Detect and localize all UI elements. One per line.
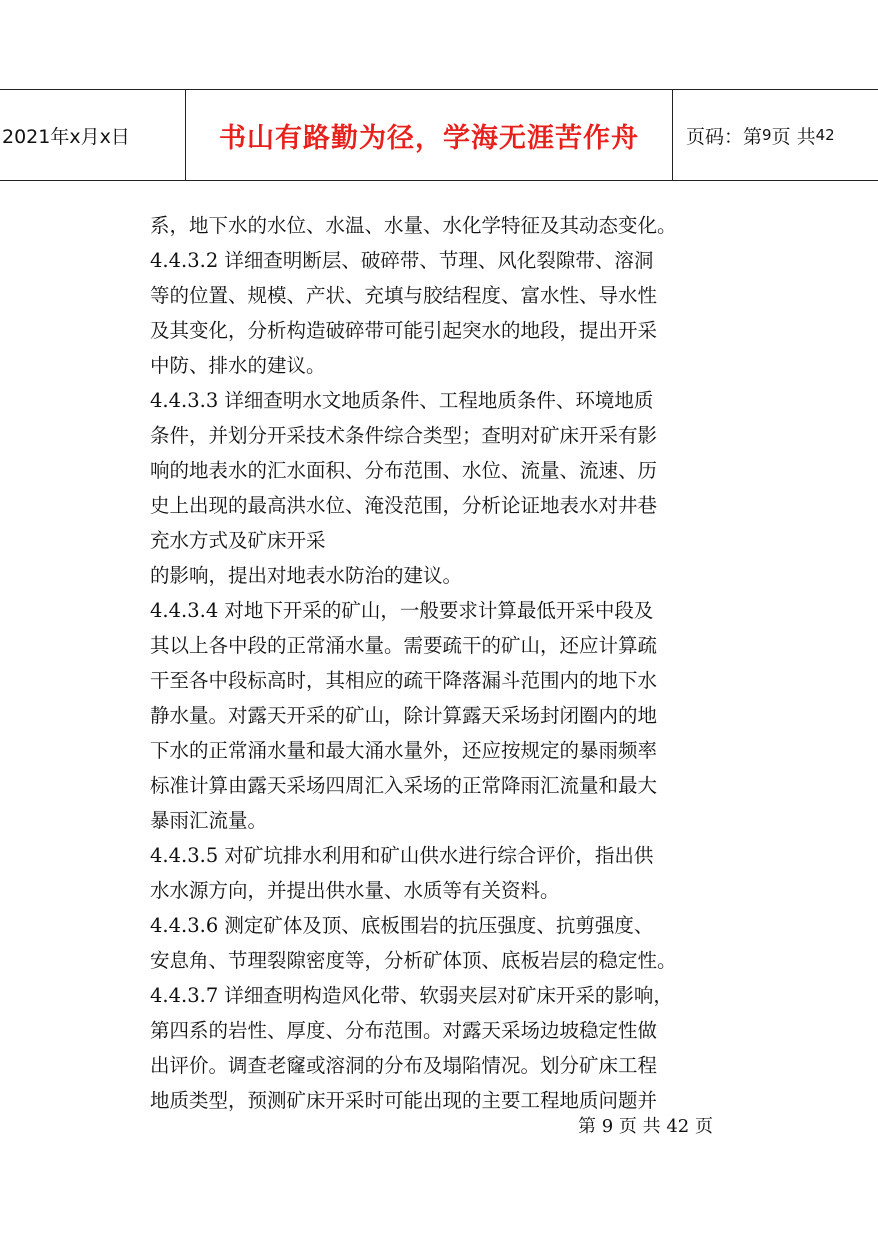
text-line: 其以上各中段的正常涌水量。需要疏干的矿山，还应计算疏 — [150, 634, 658, 657]
text-line: 干至各中段标高时，其相应的疏干降落漏斗范围内的地下水 — [150, 669, 658, 692]
text-line: 4.4.3.6 测定矿体及顶、底板围岩的抗压强度、抗剪强度、 — [150, 914, 654, 937]
text-line: 出评价。调查老窿或溶洞的分布及塌陷情况。划分矿床工程 — [150, 1054, 658, 1077]
text-line: 系，地下水的水位、水温、水量、水化学特征及其动态变化。 — [150, 214, 677, 237]
text-line: 4.4.3.3 详细查明水文地质条件、工程地质条件、环境地质 — [150, 389, 654, 412]
text-line: 的影响，提出对地表水防治的建议。 — [150, 564, 463, 587]
text-line: 响的地表水的汇水面积、分布范围、水位、流量、流速、历 — [150, 459, 658, 482]
header-slogan: 书山有路勤为径，学海无涯苦作舟 — [186, 90, 673, 180]
text-line: 暴雨汇流量。 — [150, 809, 268, 832]
text-line: 4.4.3.7 详细查明构造风化带、软弱夹层对矿床开采的影响， — [150, 984, 673, 1007]
text-line: 充水方式及矿床开采 — [150, 529, 326, 552]
text-line: 水水源方向，并提出供水量、水质等有关资料。 — [150, 879, 560, 902]
text-line: 史上出现的最高洪水位、淹没范围，分析论证地表水对井巷 — [150, 494, 658, 517]
text-line: 第四系的岩性、厚度、分布范围。对露天采场边坡稳定性做 — [150, 1019, 658, 1042]
text-line: 4.4.3.4 对地下开采的矿山，一般要求计算最低开采中段及 — [150, 599, 654, 622]
text-line: 地质类型，预测矿床开采时可能出现的主要工程地质问题并 — [150, 1089, 658, 1112]
text-line: 及其变化，分析构造破碎带可能引起突水的地段，提出开采 — [150, 319, 658, 342]
header-date: 2021年x月x日 — [0, 90, 186, 180]
page-total: 42 — [815, 126, 835, 144]
page-mid: 页 共 — [771, 125, 816, 148]
text-line: 安息角、节理裂隙密度等，分析矿体顶、底板岩层的稳定性。 — [150, 949, 677, 972]
text-line: 等的位置、规模、产状、充填与胶结程度、富水性、导水性 — [150, 284, 658, 307]
text-line: 静水量。对露天开采的矿山，除计算露天采场封闭圈内的地 — [150, 704, 658, 727]
page-footer: 第 9 页 共 42 页 — [578, 1116, 713, 1137]
text-line: 中防、排水的建议。 — [150, 354, 326, 377]
text-line: 4.4.3.2 详细查明断层、破碎带、节理、风化裂隙带、溶洞 — [150, 249, 654, 272]
page-label: 页码：第 — [686, 125, 763, 148]
text-line: 下水的正常涌水量和最大涌水量外，还应按规定的暴雨频率 — [150, 739, 658, 762]
text-line: 条件，并划分开采技术条件综合类型；查明对矿床开采有影 — [150, 424, 658, 447]
text-line: 标准计算由露天采场四周汇入采场的正常降雨汇流量和最大 — [150, 774, 658, 797]
page-number: 9 — [762, 126, 772, 144]
header-page-info — [674, 90, 878, 180]
document-body — [150, 208, 750, 1118]
page-header — [0, 89, 878, 181]
text-line: 4.4.3.5 对矿坑排水利用和矿山供水进行综合评价，指出供 — [150, 844, 654, 867]
